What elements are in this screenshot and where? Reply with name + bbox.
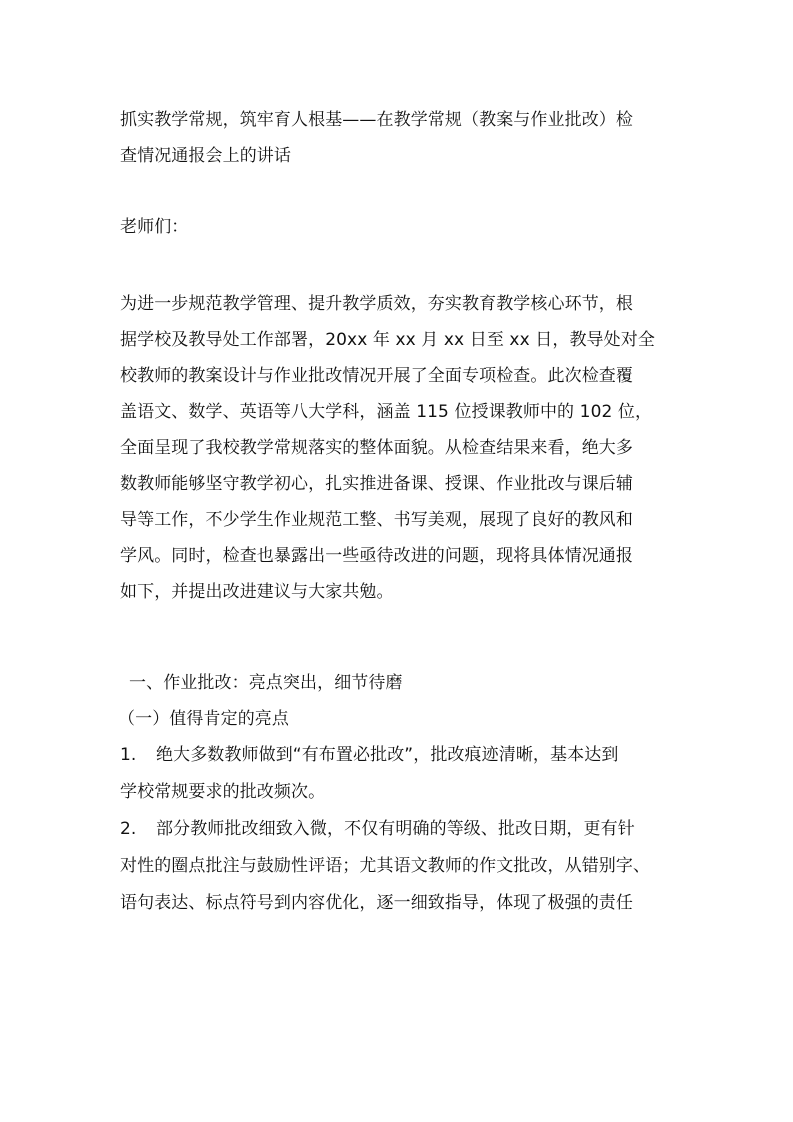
subsection-heading: （一）值得肯定的亮点 xyxy=(118,709,289,729)
title-line: 查情况通报会上的讲话 xyxy=(120,146,291,166)
document-title xyxy=(120,102,680,174)
intro-paragraph xyxy=(120,286,680,610)
list-item-number: 1. xyxy=(120,745,137,765)
paragraph-line: 校教师的教案设计与作业批改情况开展了全面专项检查。此次检查覆 xyxy=(120,366,633,386)
list-item-text: 部分教师批改细致入微，不仅有明确的等级、批改日期，更有针 xyxy=(156,819,635,839)
title-line: 抓实教学常规，筑牢育人根基——在教学常规（教案与作业批改）检 xyxy=(120,110,633,130)
paragraph-line: 如下，并提出改进建议与大家共勉。 xyxy=(120,582,394,602)
list-item-text: 绝大多数教师做到“有布置必批改”，批改痕迹清晰，基本达到 xyxy=(156,745,619,765)
salutation: 老师们： xyxy=(120,217,189,237)
paragraph-line: 据学校及教导处工作部署，20xx 年 xx 月 xx 日至 xx 日，教导处对全 xyxy=(120,330,655,350)
paragraph-line: 数教师能够坚守教学初心，扎实推进备课、授课、作业批改与课后辅 xyxy=(120,474,633,494)
paragraph-line: 盖语文、数学、英语等八大学科，涵盖 115 位授课教师中的 102 位， xyxy=(120,402,653,422)
list-item xyxy=(120,811,680,922)
paragraph-line: 学风。同时，检查也暴露出一些亟待改进的问题，现将具体情况通报 xyxy=(120,546,633,566)
document-body xyxy=(120,102,680,922)
list-item-line xyxy=(120,811,680,848)
section-heading: 一、作业批改：亮点突出，细节待磨 xyxy=(129,673,403,693)
list-item xyxy=(120,737,680,811)
paragraph-line: 全面呈现了我校教学常规落实的整体面貌。从检查结果来看，绝大多 xyxy=(120,438,633,458)
list-item-number: 2. xyxy=(120,819,137,839)
paragraph-line: 为进一步规范教学管理、提升教学质效，夯实教育教学核心环节，根 xyxy=(120,294,633,314)
list-item-line: 语句表达、标点符号到内容优化，逐一细致指导，体现了极强的责任 xyxy=(120,893,633,913)
list-item-line: 对性的圈点批注与鼓励性评语；尤其语文教师的作文批改，从错别字、 xyxy=(120,856,651,876)
paragraph-line: 导等工作，不少学生作业规范工整、书写美观，展现了良好的教风和 xyxy=(120,510,633,530)
list-item-line xyxy=(120,737,680,774)
list-item-line: 学校常规要求的批改频次。 xyxy=(120,782,326,802)
